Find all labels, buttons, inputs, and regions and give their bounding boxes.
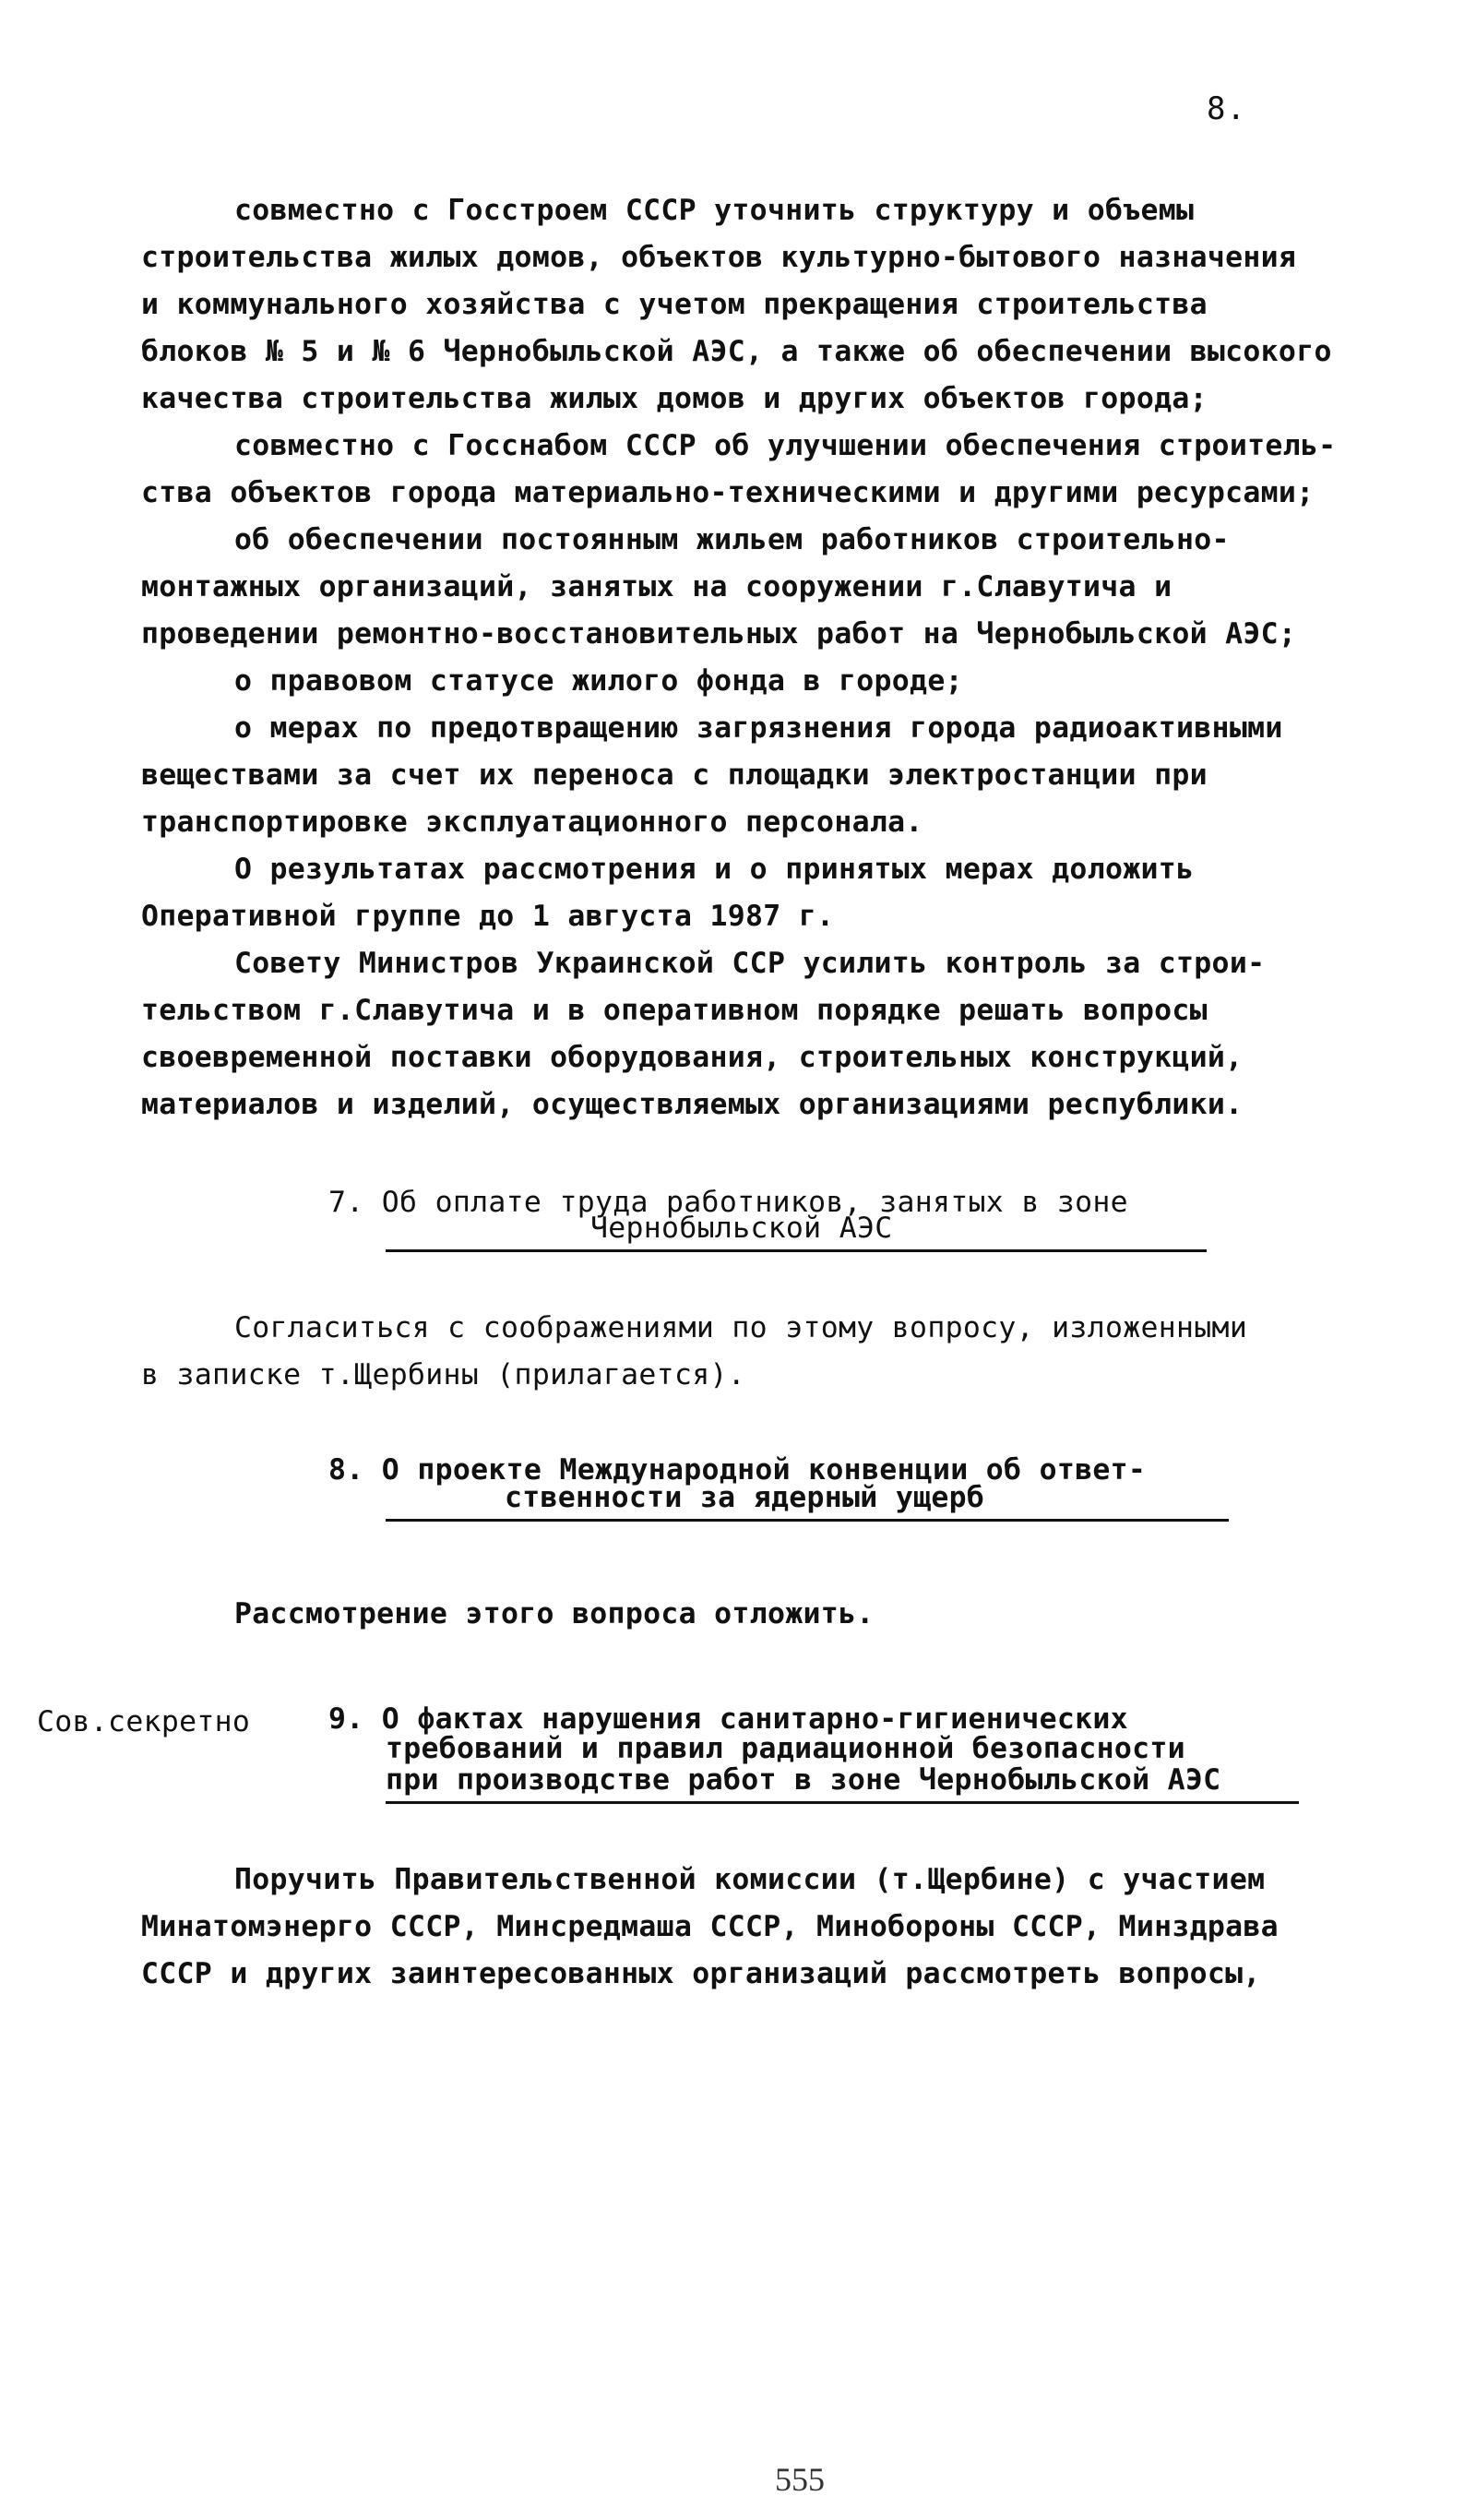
classification-margin-note: Сов.секретно <box>37 1705 251 1738</box>
section-7-heading-underline <box>386 1249 1207 1252</box>
text-line: строительства жилых домов, объектов культурно-бытового назначения <box>141 241 1297 274</box>
section-9-heading-underline <box>386 1801 1299 1804</box>
text-line: проведении ремонтно-восстановительных работ на Чернобыльской АЭС; <box>141 617 1297 651</box>
text-line: о правовом статусе жилого фонда в городе; <box>234 664 963 698</box>
text-line: о мерах по предотвращению загрязнения города радиоактивными <box>234 711 1283 745</box>
text-line: тельством г.Славутича и в оперативном порядке решать вопросы <box>141 994 1208 1027</box>
section-9-heading-line-3: при производстве работ в зоне Чернобыльской АЭС <box>386 1763 1221 1797</box>
archive-page-number: 555 <box>775 2461 825 2498</box>
text-line: качества строительства жилых домов и других объектов города; <box>141 382 1208 415</box>
text-line: совместно с Госстроем СССР уточнить структуру и объемы <box>234 194 1195 227</box>
page-number: 8. <box>1207 90 1246 127</box>
text-line: об обеспечении постоянным жильем работников строительно- <box>234 523 1230 556</box>
text-line: совместно с Госснабом СССР об улучшении обеспечения строитель- <box>234 429 1337 462</box>
section-7-body-line: в записке т.Щербины (прилагается). <box>141 1358 745 1391</box>
section-8-heading-underline <box>386 1519 1229 1522</box>
text-line: и коммунального хозяйства с учетом прекращения строительства <box>141 288 1208 321</box>
text-line: своевременной поставки оборудования, строительных конструкций, <box>141 1041 1244 1074</box>
text-line: транспортировке эксплуатационного персонала. <box>141 806 923 839</box>
section-9-body-line: Поручить Правительственной комиссии (т.Щербине) с участием <box>234 1863 1266 1896</box>
section-9-body-line: СССР и других заинтересованных организаций рассмотреть вопросы, <box>141 1957 1261 1990</box>
section-9-heading-line-2: требований и правил радиационной безопасности <box>386 1732 1185 1765</box>
section-9-heading-line-1: 9. О фактах нарушения санитарно-гигиенических <box>328 1702 1128 1736</box>
text-line: Совету Министров Украинской ССР усилить контроль за строи- <box>234 947 1266 980</box>
section-7-body-line: Согласиться с соображениями по этому вопросу, изложенными <box>234 1311 1248 1344</box>
text-line: материалов и изделий, осуществляемых организациями республики. <box>141 1088 1244 1121</box>
section-7-heading-line-1: 7. Об оплате труда работников, занятых в зоне <box>328 1186 1128 1219</box>
section-8-heading-line-2: ственности за ядерный ущерб <box>505 1481 985 1514</box>
section-7-heading-line-2: Чернобыльской АЭС <box>590 1212 893 1245</box>
text-line: ства объектов города материально-техническими и другими ресурсами; <box>141 476 1315 509</box>
section-9-body-line: Минатомэнерго СССР, Минсредмаша СССР, Минобороны СССР, Минздрава <box>141 1910 1279 1943</box>
text-line: Оперативной группе до 1 августа 1987 г. <box>141 900 835 933</box>
text-line: блоков № 5 и № 6 Чернобыльской АЭС, а также об обеспечении высокого <box>141 335 1332 368</box>
text-line: монтажных организаций, занятых на сооружении г.Славутича и <box>141 570 1172 603</box>
text-line: О результатах рассмотрения и о принятых мерах доложить <box>234 853 1195 886</box>
section-8-heading-line-1: 8. О проекте Международной конвенции об ответ- <box>328 1453 1147 1487</box>
text-line: веществами за счет их переноса с площадки электростанции при <box>141 758 1208 792</box>
section-8-body-line: Рассмотрение этого вопроса отложить. <box>234 1597 875 1630</box>
